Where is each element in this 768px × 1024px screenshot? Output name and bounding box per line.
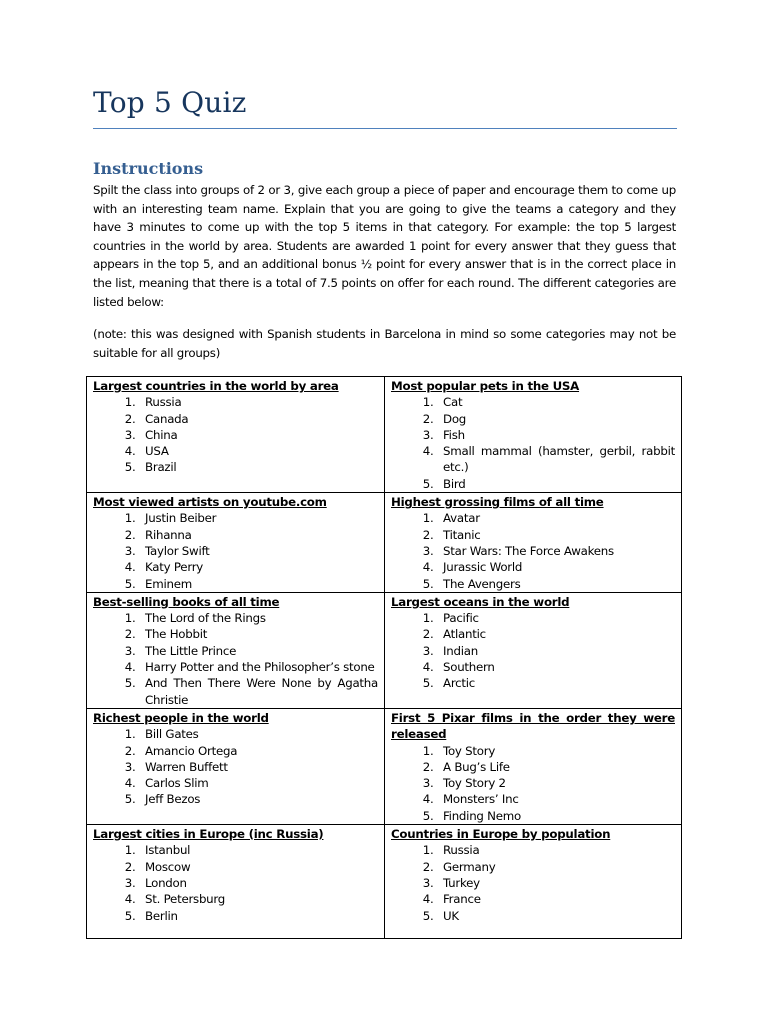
answer-item: 2. Rihanna [139,527,378,543]
category-cell [87,493,385,593]
answer-item: 2. Atlantic [437,626,675,642]
table-row [87,708,682,824]
category-title: Best-selling books of all time [93,594,280,609]
category-cell [385,825,682,939]
answer-item: 3. Turkey [437,875,675,891]
answer-item: 1. Istanbul [139,842,378,858]
answer-list [391,610,675,691]
answer-item: 5. Jeff Bezos [139,791,378,807]
table-row [87,825,682,939]
answer-item: 1. Avatar [437,510,675,526]
answer-item: 3. Fish [437,427,675,443]
answer-item: 4. Jurassic World [437,559,675,575]
answer-item: 5. Eminem [139,576,378,592]
answer-item: 5. Berlin [139,908,378,924]
answer-item: 3. China [139,427,378,443]
table-row [87,377,682,493]
answer-list [93,842,378,923]
instructions-heading: Instructions [93,159,204,178]
category-title: Most viewed artists on youtube.com [93,495,327,510]
answer-item: 1. Cat [437,394,675,410]
category-title: First 5 Pixar films in the order they were released [391,710,675,742]
category-cell [87,592,385,708]
category-cell [385,708,682,824]
answer-item: 2. Titanic [437,527,675,543]
answer-list [391,510,675,591]
note-paragraph: (note: this was designed with Spanish students in Barcelona in mind so some categories may not be suitable for all groups) [93,327,676,360]
answer-item: 2. The Hobbit [139,626,378,642]
answer-item: 2. Germany [437,859,675,875]
category-cell [87,825,385,939]
answer-list [93,610,378,708]
answer-item: 4. Southern [437,659,675,675]
answer-item: 2. Moscow [139,859,378,875]
category-title: Countries in Europe by population [391,827,611,842]
instructions-paragraph: Spilt the class into groups of 2 or 3, give each group a piece of paper and encourage them to come up with an interesting team name. Explain that you are going to give the teams a category and they have 3 minutes to come up with the top 5 items in that category. For example: the top 5 largest countries in the world by area. Students are awarded 1 point for every answer that they guess that appears in the top 5, and an additional bonus ½ point for every answer that is in the correct place in the list, meaning that there is a total of 7.5 points on offer for each round. The different categories are listed below: [93,183,676,309]
answer-item: 3. Taylor Swift [139,543,378,559]
category-title: Largest cities in Europe (inc Russia) [93,827,324,842]
answer-item: 5. Bird [437,476,675,492]
answer-item: 4. Katy Perry [139,559,378,575]
answer-item: 1. Russia [139,394,378,410]
answer-item: 3. Toy Story 2 [437,775,675,791]
answer-item: 5. Brazil [139,459,378,475]
answer-list [93,394,378,475]
answer-item: 3. Star Wars: The Force Awakens [437,543,675,559]
page-title: Top 5 Quiz [93,86,247,119]
answer-list [93,726,378,807]
table-row [87,493,682,593]
answer-item: 3. Warren Buffett [139,759,378,775]
answer-item: 4. Harry Potter and the Philosopher’s stone [139,659,378,675]
category-title: Highest grossing films of all time [391,495,604,510]
answer-list [391,743,675,824]
category-title: Largest oceans in the world [391,594,570,609]
answer-item: 1. Toy Story [437,743,675,759]
answer-item: 1. Justin Beiber [139,510,378,526]
answer-item: 2. A Bug’s Life [437,759,675,775]
answer-item: 1. Pacific [437,610,675,626]
answer-item: 1. The Lord of the Rings [139,610,378,626]
category-cell [87,708,385,824]
answer-item: 4. Carlos Slim [139,775,378,791]
answer-item: 3. London [139,875,378,891]
answer-item: 3. The Little Prince [139,643,378,659]
category-title: Largest countries in the world by area [93,379,339,393]
answer-item: 5. UK [437,908,675,924]
category-cell [385,493,682,593]
title-underline-divider [93,128,677,129]
answer-item: 2. Amancio Ortega [139,743,378,759]
answer-item: 4. Monsters’ Inc [437,791,675,807]
answer-item: 1. Bill Gates [139,726,378,742]
answer-item: 5. The Avengers [437,576,675,592]
answer-item: 5. Arctic [437,675,675,691]
category-cell [87,377,385,493]
category-cell [385,592,682,708]
answer-item: 2. Dog [437,411,675,427]
answer-item: 1. Russia [437,842,675,858]
category-title: Richest people in the world [93,710,269,725]
answer-item: 4. St. Petersburg [139,891,378,907]
answer-item: 4. USA [139,443,378,459]
answer-item: 4. Small mammal (hamster, gerbil, rabbit etc.) [437,443,675,476]
answer-item: 4. France [437,891,675,907]
answer-list [391,842,675,923]
answer-list [93,510,378,591]
category-cell [385,377,682,493]
answer-item: 2. Canada [139,411,378,427]
category-title: Most popular pets in the USA [391,379,580,393]
answer-item: 5. And Then There Were None by Agatha Christie [139,675,378,708]
categories-table [86,376,682,939]
answer-list [391,394,675,492]
table-row [87,592,682,708]
answer-item: 5. Finding Nemo [437,808,675,824]
answer-item: 3. Indian [437,643,675,659]
